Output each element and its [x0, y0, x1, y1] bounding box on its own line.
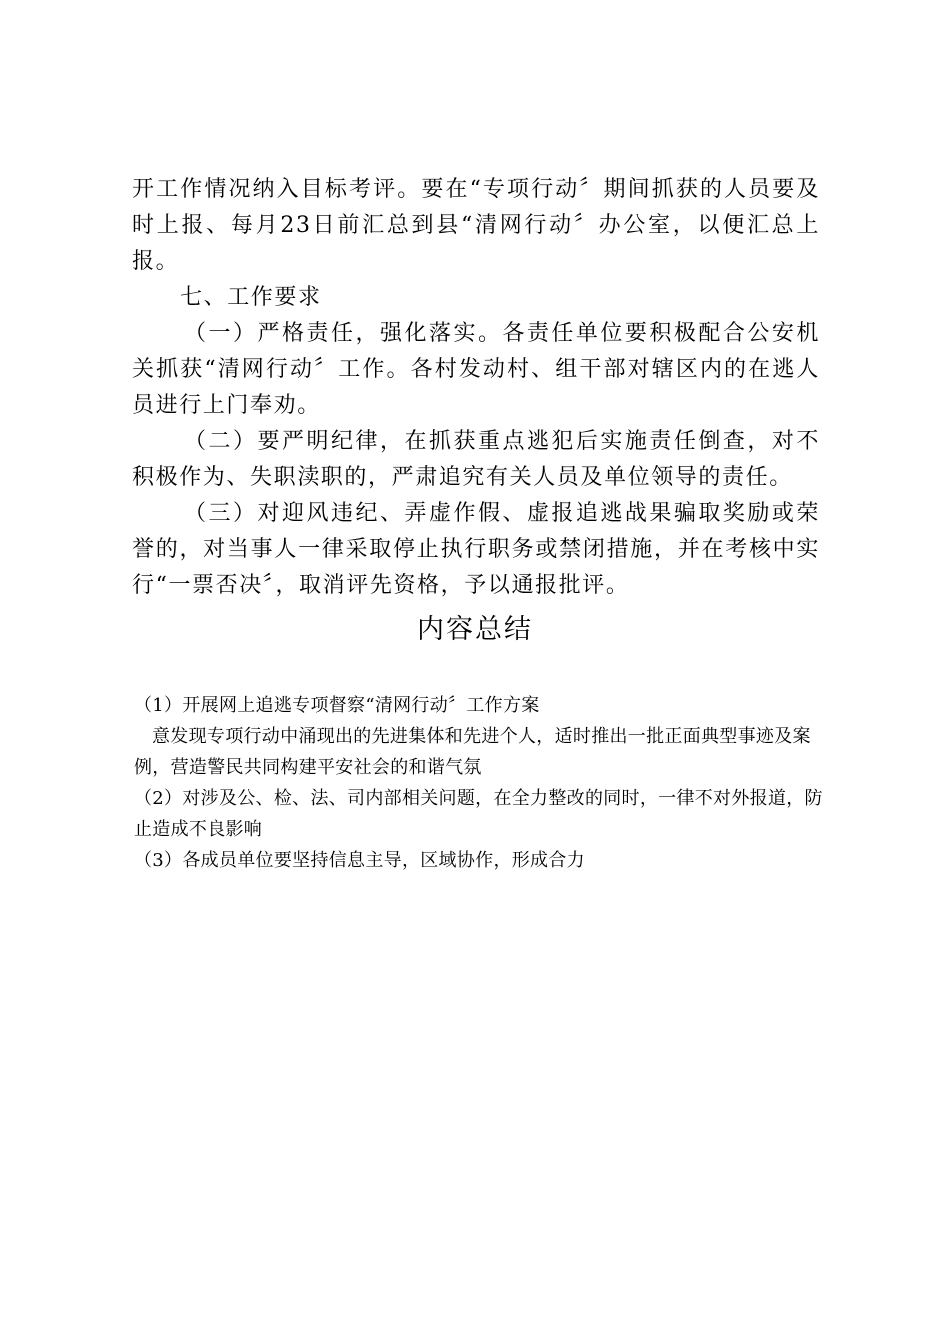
summary-title: 内容总结 — [417, 614, 533, 645]
summary-list — [134, 690, 834, 876]
document-body — [132, 172, 820, 604]
paragraph-requirement-2: （二）要严明纪律，在抓获重点逃犯后实施责任倒查，对不积极作为、失职渎职的，严肃追究有关人员及单位领导的责任。 — [132, 429, 820, 490]
summary-item: （2）对涉及公、检、法、司内部相关问题，在全力整改的同时，一律不对外报道，防止造成不良影响 — [134, 788, 823, 840]
paragraph-requirement-1: （一）严格责任，强化落实。各责任单位要积极配合公安机关抓获“清网行动〞工作。各村发动村、组干部对辖区内的在逃人员进行上门奉劝。 — [132, 321, 820, 418]
summary-item: （3）各成员单位要坚持信息主导，区域协作，形成合力 — [134, 850, 585, 871]
summary-item: 意发现专项行动中涌现出的先进集体和先进个人，适时推出一批正面典型事迹及案例，营造警民共同构建平安社会的和谐气氛 — [134, 726, 811, 778]
paragraph-requirement-3: （三）对迎风违纪、弄虚作假、虚报追逃战果骗取奖励或荣誉的，对当事人一律采取停止执行职务或禁闭措施，并在考核中实行“一票否决〞，取消评先资格，予以通报批评。 — [132, 501, 820, 598]
summary-item: （1）开展网上追逃专项督察“清网行动〞工作方案 — [134, 695, 540, 716]
section-heading-work-requirements: 七、工作要求 — [180, 285, 322, 310]
paragraph-continuation: 开工作情况纳入目标考评。要在“专项行动〞期间抓获的人员要及时上报、每月23日前汇总到县“清网行动〞办公室，以便汇总上报。 — [132, 177, 820, 274]
